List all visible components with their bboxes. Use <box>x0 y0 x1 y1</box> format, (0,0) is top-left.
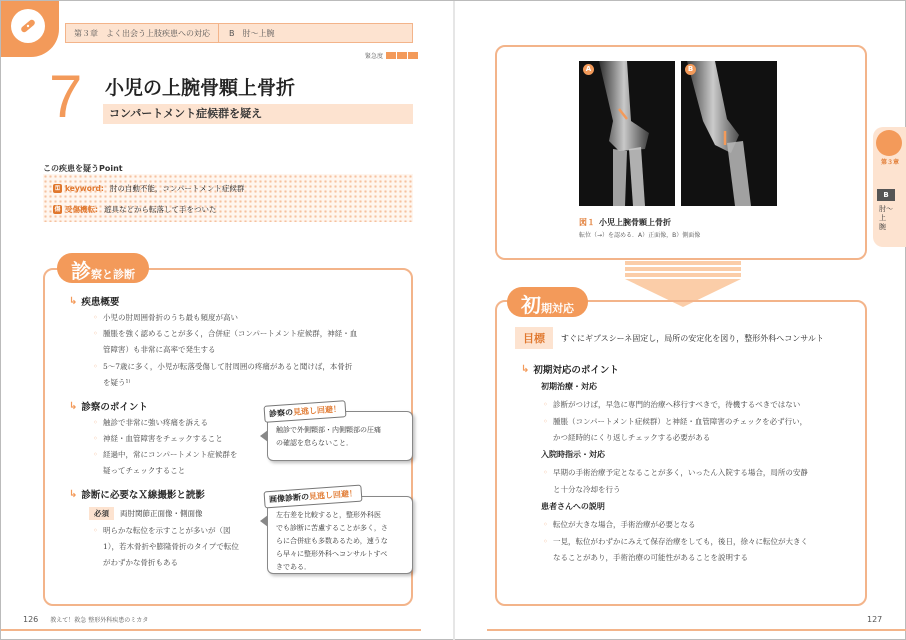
imaging-callout-title: 画像診断の見逃し回避！ <box>264 485 363 509</box>
arrow-icon: ↳ <box>69 400 78 412</box>
keyword-value: 肘の自動不能，コンパートメント症候群 <box>109 184 245 193</box>
overview-item-cont: を疑う¹⁾ <box>103 378 131 387</box>
keyword-row <box>53 183 244 194</box>
overview-item-cont: 管障害）も非常に高率で発生する <box>103 345 216 354</box>
must-row <box>89 507 203 520</box>
callout-line: きである． <box>276 563 311 571</box>
figure-badge-b: B <box>685 64 696 75</box>
mechanism-row <box>53 204 217 215</box>
side-tab-section-letter: B <box>877 189 895 201</box>
xray-item-cont: 1），若木骨折や膨隆骨折のタイプで転位 <box>103 542 239 551</box>
xray-heading: ↳ 診断に必要なＸ線撮影と読影 <box>69 488 205 501</box>
page-gutter <box>453 1 455 640</box>
figure-number: 図１ <box>579 218 595 227</box>
injury-icon: 傷 <box>54 206 61 213</box>
callout-line: らに合併症も多数あるため，速うな <box>276 537 388 545</box>
callout-line: でも診断に苦慮することが多く，さ <box>276 524 388 532</box>
mechanism-value: 遊具などから転落して手をついた <box>104 205 217 214</box>
urgency-level-box <box>408 52 418 59</box>
initial-point-heading: ↳ 初期対応のポイント <box>521 363 619 376</box>
footer-line-right <box>487 629 906 631</box>
admission-item: ◦ 早期の手術治療予定となることが多く，いったん入院する場合，局所の安静 <box>543 468 808 477</box>
overview-heading: ↳ 疾患概要 <box>69 295 120 308</box>
treatment-item: ◦ 診断がつけば，早急に専門的治療へ移行すべきで，待機するべきではない <box>543 400 801 409</box>
footer-line-left <box>1 629 421 631</box>
urgency-label: 緊急度 <box>365 53 384 60</box>
callout-line: ら早々に整形外科へコンサルトすべ <box>276 550 388 558</box>
callout-line: 触診で外側顆部・内側顆部の圧痛 <box>276 426 381 434</box>
explanation-item-cont: なることがあり，手術治療の可能性があることを説明する <box>553 553 748 562</box>
article-title: 小児の上腕骨顆上骨折 <box>105 77 296 99</box>
explanation-item: ◦ 一見，転位がわずかにみえて保存治療をしても，後日，徐々に転位が大きく <box>543 537 808 546</box>
explanation-item: ◦ 転位が大きな場合，手術治療が必要となる <box>543 520 696 529</box>
overview-item: ◦ 腫脹を強く認めることが多く，合併症（コンパートメント症候群，神経・血 <box>93 329 358 338</box>
side-tab-chapter: 第３章 <box>880 159 899 166</box>
initial-section-label: 初 期対応 <box>507 287 588 317</box>
diagnosis-section-label: 診 察と診断 <box>57 253 149 283</box>
page-number-right: 127 <box>867 615 883 624</box>
xray-item-cont: がわずかな骨折もある <box>103 558 178 567</box>
treatment-item-cont: かつ経時的にくり返しチェックする必要がある <box>553 433 711 442</box>
subhead-explanation: 患者さんへの説明 <box>541 502 605 511</box>
overview-item: ◦ 5〜7歳に多く，小児が転落受傷して肘周囲の疼痛があると聞けば，本骨折 <box>93 362 353 371</box>
urgency-level-box <box>397 52 407 59</box>
callout-line: の確認を怠らないこと． <box>276 439 353 447</box>
must-value: 両肘関節正面像・側面像 <box>120 509 203 518</box>
key-icon: ⚿ <box>53 184 62 193</box>
side-tab-section-text: 肘〜上腕 <box>879 205 893 231</box>
exam-item-cont: 疑ってチェックすること <box>103 466 186 475</box>
must-tag: 必須 <box>89 507 114 520</box>
footer-left <box>23 615 148 624</box>
bandage-icon <box>11 9 45 43</box>
page-number-left: 126 <box>23 615 39 624</box>
keyword-tag: ⚿ keyword : <box>53 184 104 193</box>
arrow-icon: ↳ <box>69 295 78 307</box>
article-number: 7 <box>49 63 83 130</box>
goal-text: すぐにギプスシーネ固定し，局所の安定化を図り，整形外科へコンサルト <box>561 333 824 343</box>
arrow-icon: ↳ <box>521 363 530 375</box>
admission-item-cont: と十分な冷却を行う <box>553 485 621 494</box>
point-title: この疾患を疑うPoint <box>43 164 123 173</box>
chapter-corner-badge <box>1 1 59 57</box>
arrow-icon: ↳ <box>69 488 78 500</box>
figure-subcaption: 転位（→）を認める．A）正面像，B）側面像 <box>579 232 701 239</box>
figure-badge-a: A <box>583 64 594 75</box>
urgency-indicator <box>365 51 418 60</box>
goal-tag: 目標 <box>515 327 553 349</box>
overview-item: ◦ 小児の肘周囲骨折のうち最も頻度が高い <box>93 313 238 322</box>
exam-callout <box>267 404 413 461</box>
chapter-header <box>65 23 413 43</box>
callout-line: 左右差を比較すると，整形外科医 <box>276 511 381 519</box>
bandage-icon <box>876 130 902 156</box>
treatment-item: ◦ 腫脹（コンパートメント症候群）と神経・血管障害のチェックを必ず行い， <box>543 417 808 426</box>
xray-image-b <box>681 61 777 206</box>
exam-callout-title: 診察の見逃し回避！ <box>264 400 347 423</box>
exam-item: ◦ 経過中，常にコンパートメント症候群を <box>93 450 238 459</box>
chapter-title: 第３章 よく出会う上肢疾患への対応 <box>66 24 219 42</box>
article-subtitle: コンパートメント症候群を疑え <box>103 104 413 124</box>
exam-item: ◦ 触診で非常に強い疼痛を訴える <box>93 418 208 427</box>
figure-caption: 図１ 小児上腕骨顆上骨折 <box>579 218 671 227</box>
exam-heading: ↳ 診察のポイント <box>69 400 148 413</box>
book-title: 教えて！救急 整形外科疾患のミカタ <box>50 617 149 624</box>
imaging-callout <box>267 488 413 574</box>
exam-item: ◦ 神経・血管障害をチェックすること <box>93 434 223 443</box>
xray-item: ◦ 明らかな転位を示すことが多いが（図 <box>93 526 231 535</box>
urgency-level-box <box>386 52 396 59</box>
goal-row <box>515 327 824 349</box>
subhead-treatment: 初期治療・対応 <box>541 382 597 391</box>
mechanism-tag: 傷 受傷機転 : <box>54 205 98 214</box>
subhead-admission: 入院時指示・対応 <box>541 450 605 459</box>
xray-image-a <box>579 61 675 206</box>
section-title: B 肘〜上腕 <box>229 28 275 38</box>
